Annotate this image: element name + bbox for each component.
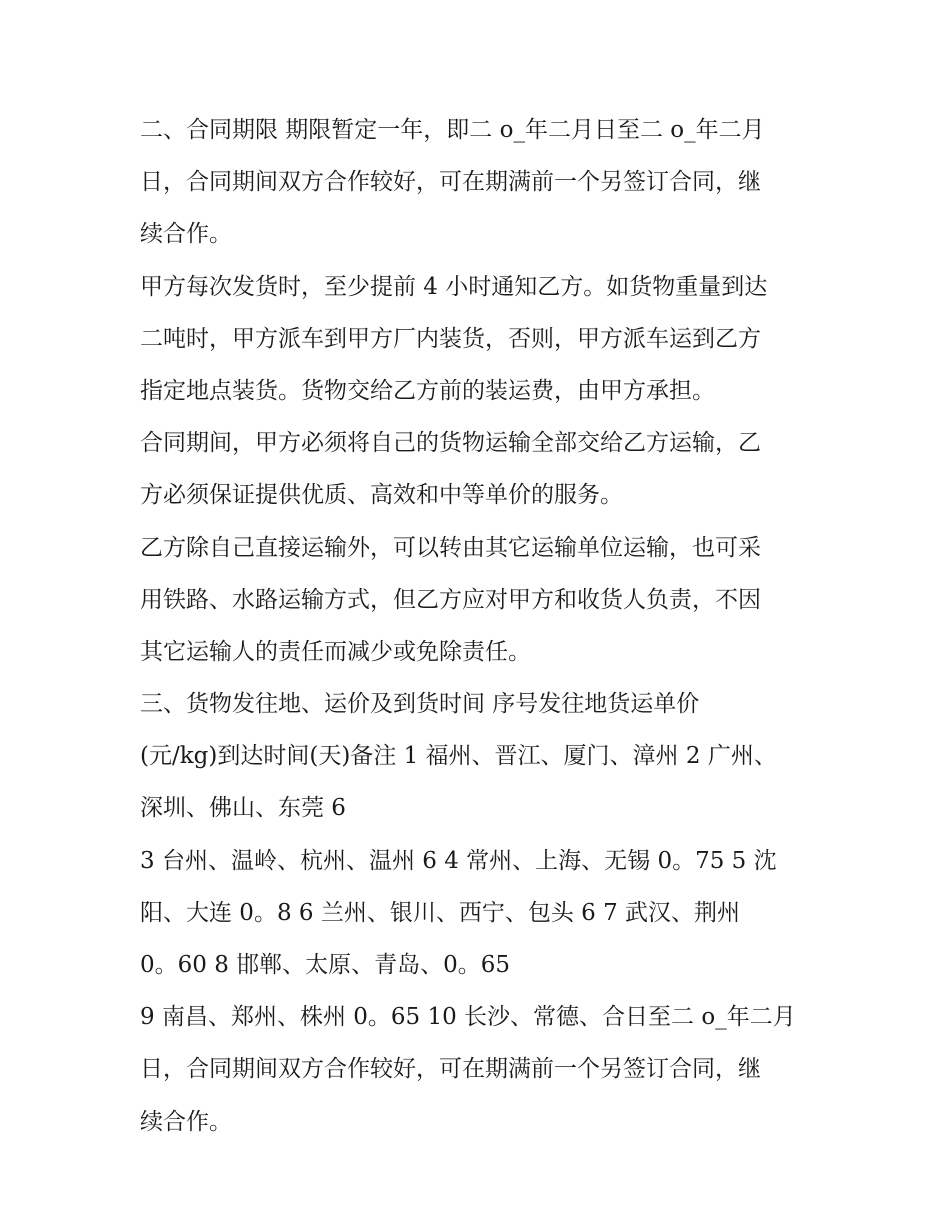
- text-line-14: 深圳、佛山、东莞 6: [140, 795, 346, 822]
- text-line-13: (元/kg)到达时间(天)备注 1 福州、晋江、厦门、漳州 2 广州、: [140, 743, 777, 770]
- text-line-15: 3 台州、温岭、杭州、温州 6 4 常州、上海、无锡 0。75 5 沈: [140, 847, 777, 874]
- text-line-3: 续合作。: [140, 221, 232, 248]
- text-line-1: 二、合同期限 期限暂定一年，即二 o_年二月日至二 o_年二月: [140, 117, 765, 143]
- text-line-9: 乙方除自己直接运输外，可以转由其它运输单位运输，也可采: [140, 534, 761, 561]
- text-line-17: 0。60 8 邯郸、太原、青岛、0。65: [140, 952, 511, 978]
- text-line-10: 用铁路、水路运输方式，但乙方应对甲方和收货人负责，不因: [140, 586, 761, 613]
- text-line-2: 日，合同期间双方合作较好，可在期满前一个另签订合同，继: [140, 169, 761, 196]
- text-line-19: 日，合同期间双方合作较好，可在期满前一个另签订合同，继: [140, 1056, 761, 1083]
- document-body: [140, 104, 830, 1148]
- text-line-6: 指定地点装货。货物交给乙方前的装运费，由甲方承担。: [140, 377, 715, 404]
- text-line-11: 其它运输人的责任而减少或免除责任。: [140, 638, 531, 665]
- text-line-20: 续合作。: [140, 1108, 232, 1135]
- text-line-7: 合同期间，甲方必须将自己的货物运输全部交给乙方运输，乙: [140, 430, 761, 457]
- text-line-16: 阳、大连 0。8 6 兰州、银川、西宁、包头 6 7 武汉、荆州: [140, 899, 741, 926]
- text-line-12: 三、货物发往地、运价及到货时间 序号发往地货运单价: [140, 691, 700, 718]
- text-line-18: 9 南昌、郑州、株州 0。65 10 长沙、常德、合日至二 o_年二月: [140, 1004, 796, 1031]
- text-line-8: 方必须保证提供优质、高效和中等单价的服务。: [140, 482, 623, 509]
- text-line-4: 甲方每次发货时，至少提前 4 小时通知乙方。如货物重量到达: [140, 273, 768, 300]
- text-line-5: 二吨时，甲方派车到甲方厂内装货，否则，甲方派车运到乙方: [140, 325, 761, 352]
